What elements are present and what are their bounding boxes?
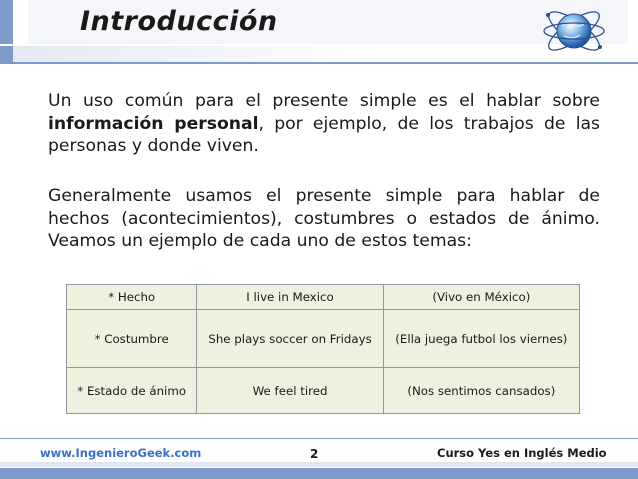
table-cell-spanish: (Vivo en México) — [383, 285, 579, 310]
footer-website-link[interactable]: www.IngenieroGeek.com — [40, 446, 202, 460]
examples-table — [66, 284, 580, 414]
table-cell-category: * Costumbre — [67, 310, 197, 368]
paragraph-personal-info — [48, 90, 600, 158]
table-row — [67, 310, 580, 368]
table-row — [67, 368, 580, 414]
table-cell-category: * Estado de ánimo — [67, 368, 197, 414]
page-number: 2 — [310, 447, 319, 461]
table-cell-english: I live in Mexico — [197, 285, 383, 310]
header-divider — [0, 62, 638, 64]
course-name: Curso Yes en Inglés Medio — [437, 446, 607, 460]
slide-title: Introducción — [80, 6, 278, 37]
table-cell-category: * Hecho — [67, 285, 197, 310]
left-decor-bar — [0, 0, 13, 479]
paragraph1-text-a: Un uso común para el presente simple es el hablar sobre — [48, 91, 600, 111]
footer-strip — [0, 462, 638, 467]
table-cell-spanish: (Nos sentimos cansados) — [383, 368, 579, 414]
globe-icon — [540, 0, 608, 62]
footer-bar — [0, 468, 638, 479]
paragraph1-text-b: , por ejemplo, de los trabajos de las personas y donde viven. — [48, 113, 600, 156]
paragraph-uses: Generalmente usamos el presente simple para hablar de hechos (acontecimientos), costumbres o estados de ánimo. Veamos un ejemplo de cada uno de estos temas: — [48, 186, 600, 251]
footer-divider — [0, 438, 638, 439]
table-row — [67, 285, 580, 310]
table-cell-spanish: (Ella juega futbol los viernes) — [383, 310, 579, 368]
table-cell-english: She plays soccer on Fridays — [197, 310, 383, 368]
table-cell-english: We feel tired — [197, 368, 383, 414]
paragraph1-bold: información personal — [48, 113, 259, 134]
